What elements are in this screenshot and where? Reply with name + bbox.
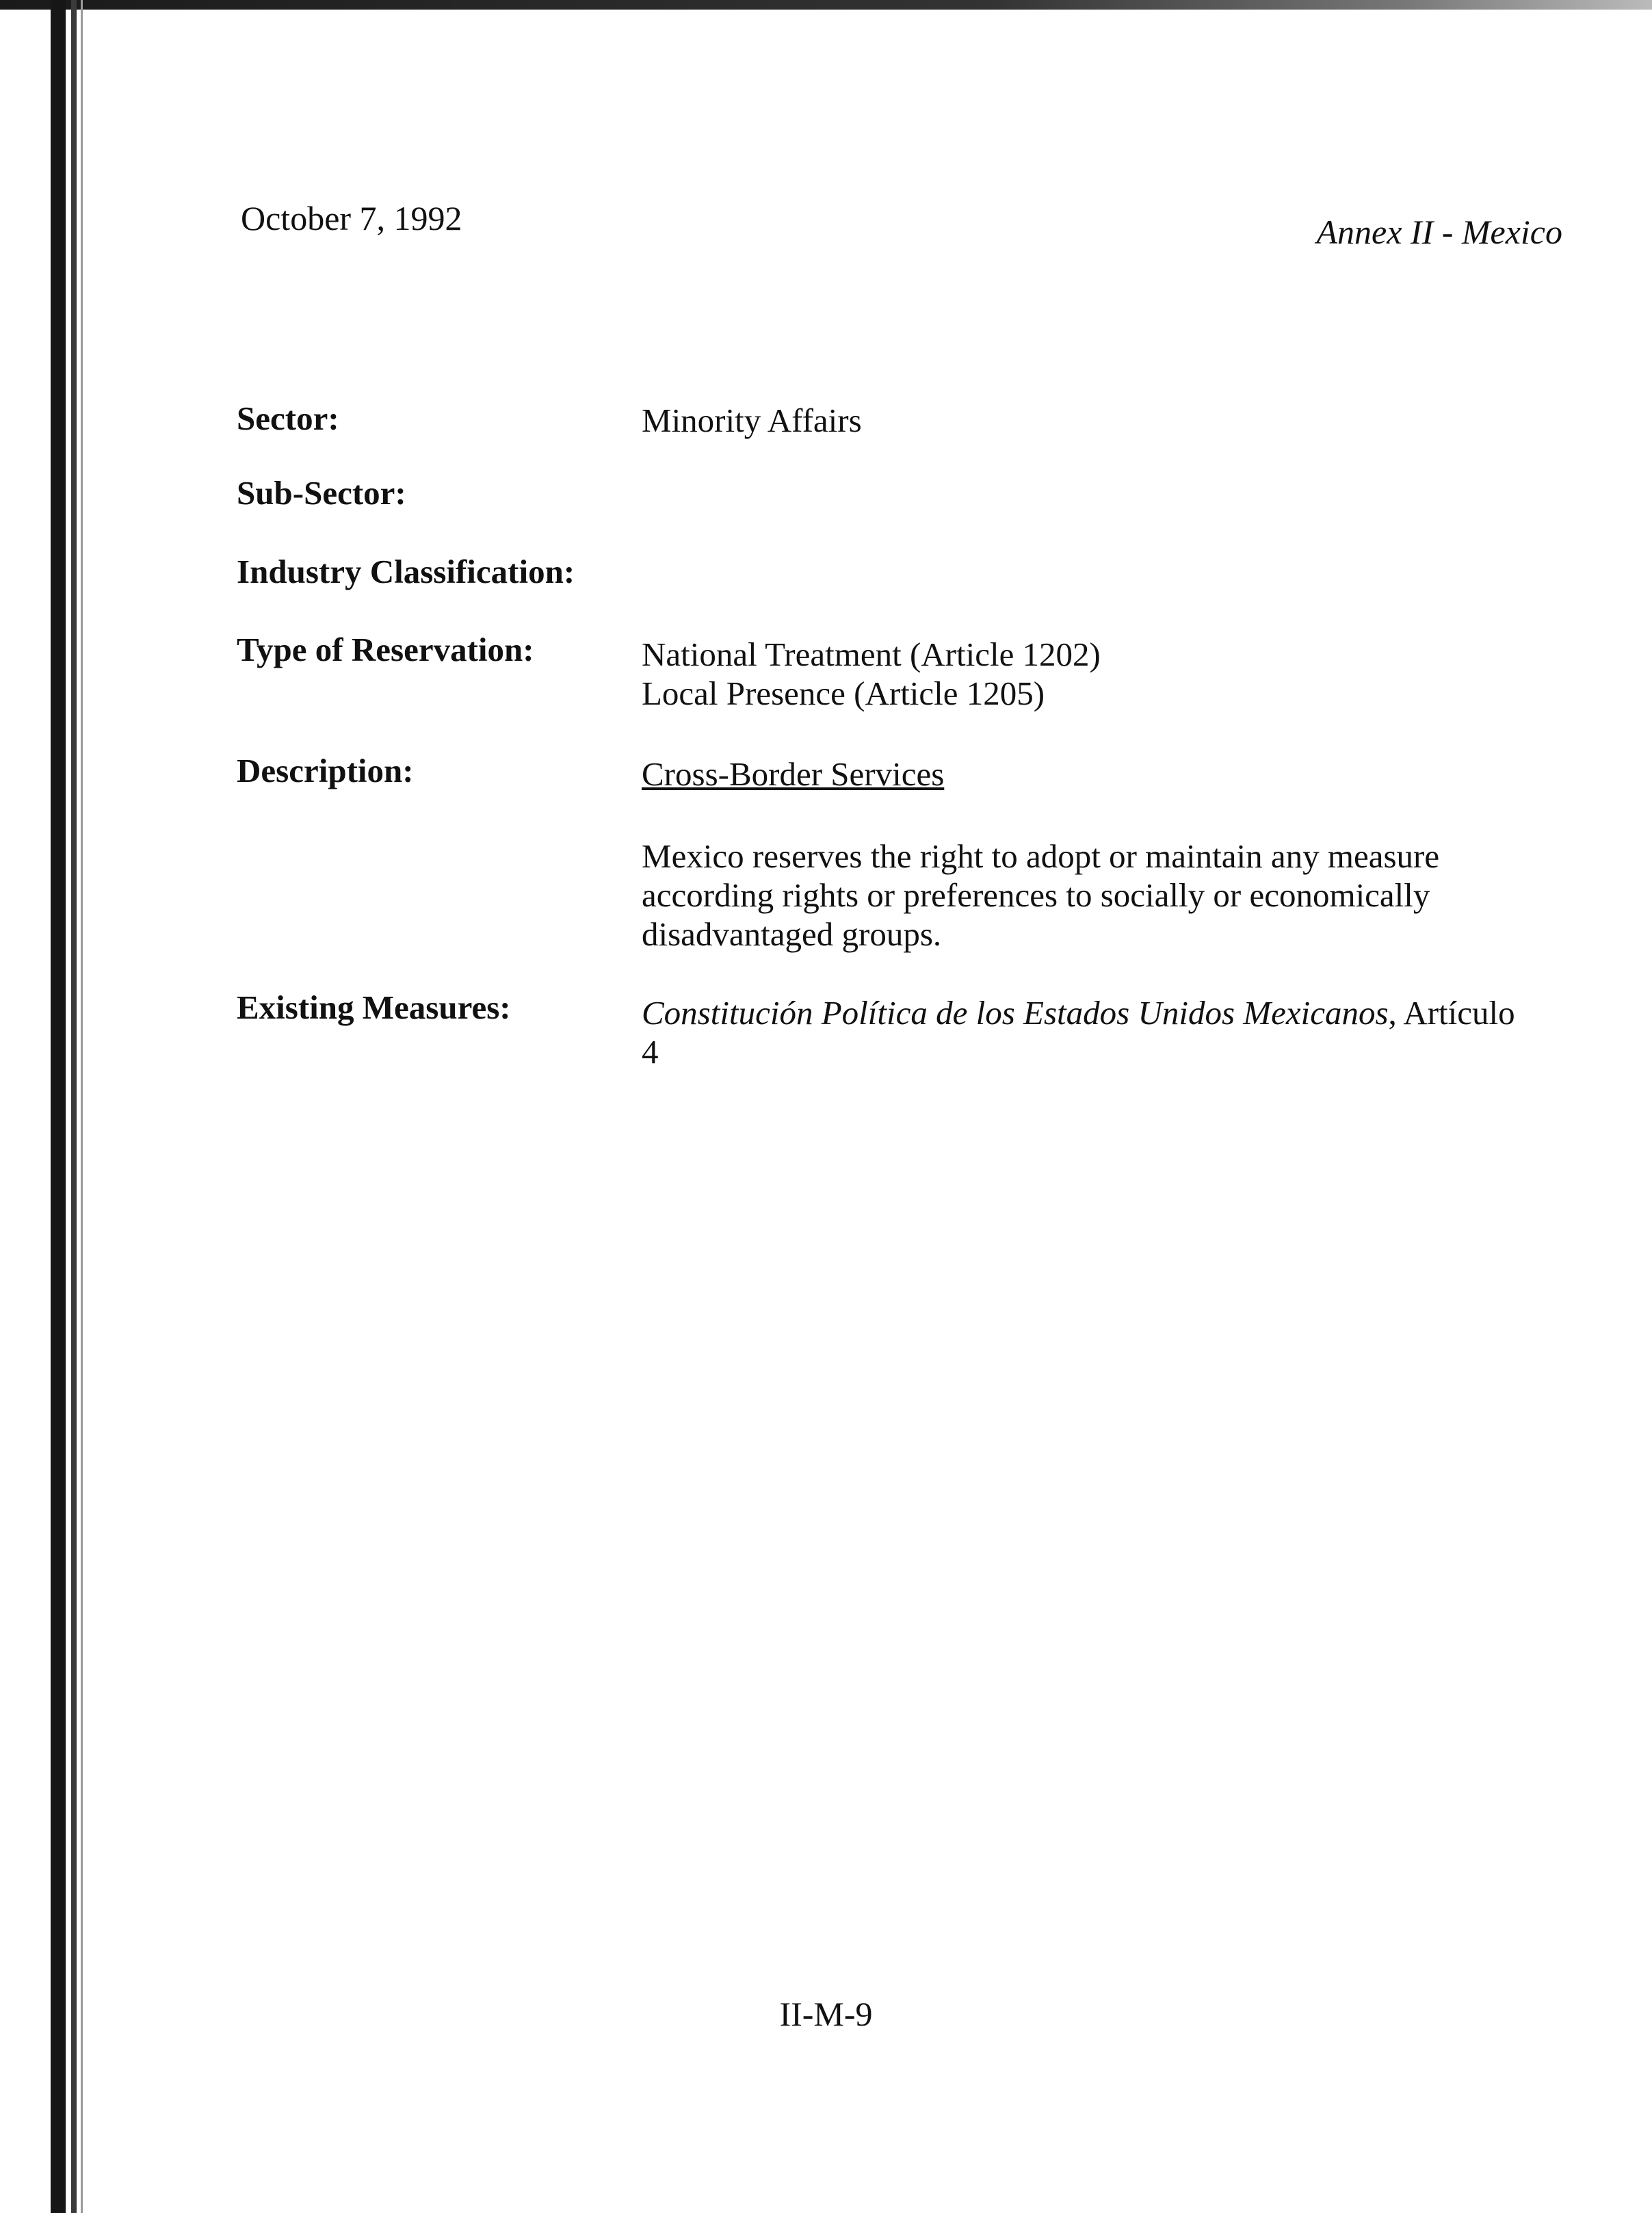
scan-left-edge — [51, 0, 66, 2213]
constitution-title: Constitución Política de los Estados Unidos Mexicanos — [642, 994, 1389, 1032]
description-line: disadvantaged groups. — [642, 915, 942, 953]
description-text — [642, 837, 1558, 954]
sector-label: Sector: — [237, 400, 339, 437]
annex-title: Annex II - Mexico — [1316, 213, 1562, 251]
reservation-national-treatment: National Treatment (Article 1202) — [642, 636, 1101, 673]
description-line: Mexico reserves the right to adopt or maintain any measure — [642, 837, 1440, 875]
existing-measures-value — [642, 993, 1558, 1071]
type-of-reservation-label: Type of Reservation: — [237, 631, 534, 668]
description-heading — [642, 755, 1558, 794]
description-label: Description: — [237, 752, 414, 789]
industry-classification-label: Industry Classification: — [237, 553, 575, 590]
page-number: II-M-9 — [779, 1995, 873, 2033]
existing-measures-label: Existing Measures: — [237, 988, 511, 1026]
type-of-reservation-value — [642, 635, 1558, 713]
scan-left-edge-inner — [71, 0, 77, 2213]
cross-border-services-heading: Cross-Border Services — [642, 755, 945, 793]
sub-sector-label: Sub-Sector: — [237, 474, 406, 512]
document-date: October 7, 1992 — [241, 199, 462, 237]
scan-top-edge — [0, 0, 1652, 10]
description-line: according rights or preferences to socially or economically — [642, 876, 1430, 914]
reservation-local-presence: Local Presence (Article 1205) — [642, 675, 1045, 712]
article-label: , Artículo — [1388, 994, 1515, 1032]
scan-left-edge-faint — [81, 0, 83, 2213]
sector-value: Minority Affairs — [642, 402, 862, 439]
article-number: 4 — [642, 1033, 659, 1071]
